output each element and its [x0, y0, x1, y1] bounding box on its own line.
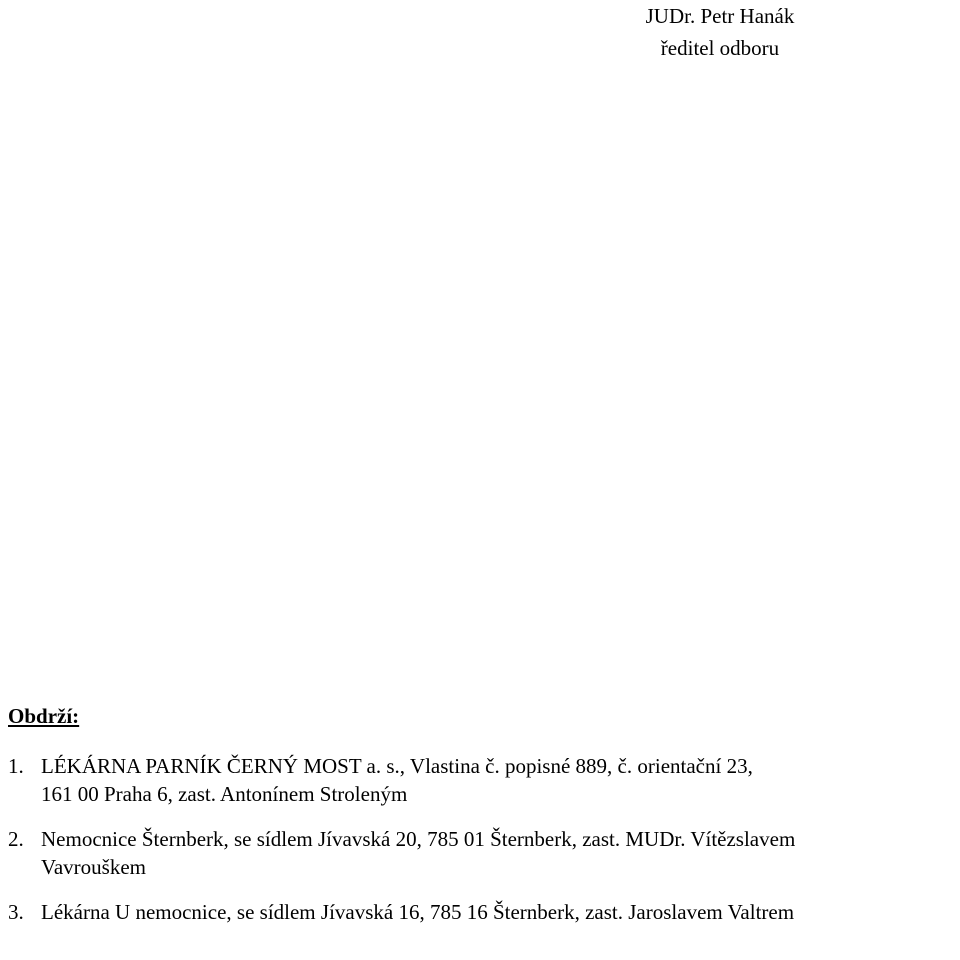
signatory-name: JUDr. Petr Hanák — [645, 4, 795, 28]
recipient-text: Lékárna U nemocnice, se sídlem Jívavská 16, 785 16 Šternberk, zast. Jaroslavem Valtrem — [41, 900, 795, 924]
recipients-section — [8, 702, 958, 943]
recipient-text: Nemocnice Šternberk, se sídlem Jívavská 20, 785 01 Šternberk, zast. MUDr. Vítězslavem Vavrouškem — [41, 827, 796, 879]
recipient-item — [8, 898, 958, 926]
signatory-title: ředitel odboru — [660, 36, 780, 60]
recipient-item — [8, 752, 958, 808]
signature-block — [600, 0, 840, 64]
recipient-number: 1. — [8, 754, 24, 778]
recipient-number: 2. — [8, 827, 24, 851]
recipient-text: LÉKÁRNA PARNÍK ČERNÝ MOST a. s., Vlastina č. popisné 889, č. orientační 23, 161 00 Praha 6, zast. Antonínem Stroleným — [41, 754, 753, 806]
recipient-number: 3. — [8, 900, 24, 924]
recipients-heading: Obdrží: — [8, 704, 80, 728]
recipient-item — [8, 825, 958, 881]
